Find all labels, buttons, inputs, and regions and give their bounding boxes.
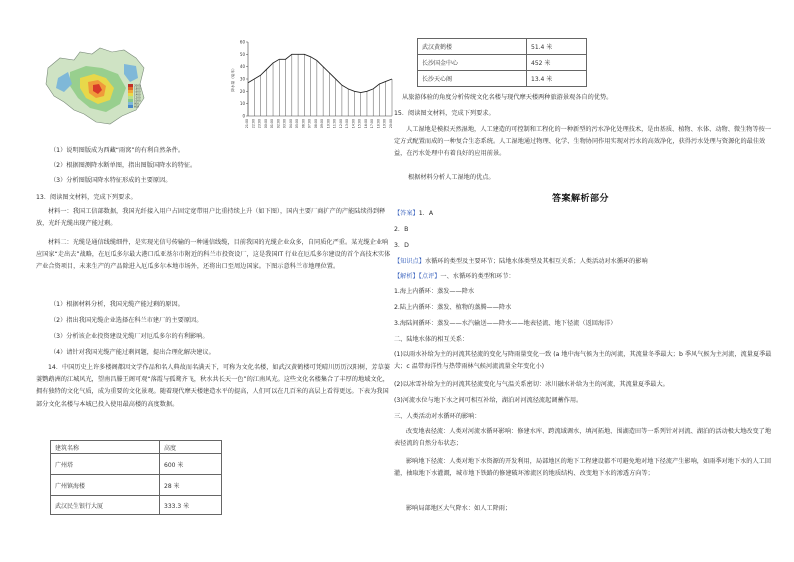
right-column: [394, 0, 776, 562]
answer-line-1: [394, 210, 433, 218]
analysis-line-1: 1.海上内循环：蒸发——降水: [394, 288, 475, 295]
legend-label: 600: [134, 105, 139, 109]
analysis-line-9: 改变地表径流：人类对河流水循环影响：修建水库、跨流域调水，填河拓地、围湖造田等一系列针对河流、湖泊的活动极大地改变了地表径流的自然分布状态；: [394, 428, 772, 448]
question-13-material-1: 材料一：我国工信部数据，我国光纤接入用户占固定宽带用户比重持续上升（如下图），国内主要厂商扩产的产能陆续得到释放，光纤光缆出现产能过剩。: [36, 208, 386, 228]
knowledge-point: [394, 258, 648, 266]
legend-label: 2000: [134, 84, 141, 88]
table-row: [51, 496, 222, 515]
x-tick-label: 10:00: [326, 119, 331, 129]
legend-label: 1400: [134, 93, 141, 97]
analysis-line-2: 2.陆上内循环：蒸发、植物的蒸腾——降水: [394, 304, 512, 311]
legend-label: 1200: [134, 96, 141, 100]
y-tick-label: 50: [239, 51, 245, 57]
x-tick-label: 14:00: [351, 119, 356, 129]
question-14-sub: 从旅游体验的角度分析传统文化名楼与现代摩天楼两种旅游景观各自的优势。: [402, 94, 613, 101]
legend-label: 1800: [134, 87, 141, 91]
x-tick-label: 20:00: [389, 119, 393, 129]
x-tick-label: 11:00: [332, 119, 337, 129]
analysis-line-5: (1)以雨水补给为主的河流其径流的变化与降雨量变化一致 (a 地中海气候为主的河流，其流量冬季最大；b 季风气候为主河流，流量夏季最大；c 温带海洋性与热带雨林气候河流流量全年变化小): [394, 351, 772, 371]
question-15-heading: 15．阅读图文材料，完成下列要求。: [394, 110, 495, 117]
table-row: [51, 441, 222, 454]
analysis-line-4: 二、陆地水体的相互关系：: [394, 336, 469, 343]
table-cell: 武汉民生银行大厦: [51, 496, 160, 515]
height-table-left: [50, 440, 222, 515]
table-cell: 28 米: [160, 475, 222, 496]
analysis-line-6: (2)以冰雪补给为主的河流其径流变化与气温关系密切：冰川融水补给为主的河流，其流量夏季最大。: [394, 381, 669, 388]
question-13-3: （3）分析该企业投资建设光缆厂对厄瓜多尔的有利影响。: [50, 333, 209, 340]
knowledge-tag: 【知识点】: [394, 258, 425, 265]
table-cell: 广州塔: [51, 454, 160, 475]
precipitation-chart: [222, 38, 397, 134]
x-tick-label: 00:00: [263, 119, 268, 129]
question-13-heading: 13．阅读图文材料，完成下列要求。: [36, 194, 137, 201]
question-13-4: （4）请针对我国光缆产能过剩问题，提出合理化解决建议。: [50, 349, 215, 356]
x-tick-label: 09:00: [320, 119, 325, 129]
question-13-1: （1）根据材料分析，我国光缆产能过剩的原因。: [50, 301, 184, 308]
table-cell: 333.3 米: [160, 496, 222, 515]
question-15-text: 人工湿地是模拟天然湿地，人工建造的可控制和工程化的一种新型的污水净化处理技术，是由基质、植物、水体、动物、微生物等按一定方式配置而成的一种复合生态系统。人工湿地通过物理、化学、生物协同作用实现对污水的高效净化，获得污水处理与资源化的最佳效益，在污水处理中有着良好的应用前景。: [394, 126, 772, 158]
x-tick-label: 22:00: [251, 119, 256, 129]
legend-label: 800: [134, 102, 139, 106]
x-tick-label: 06:00: [301, 119, 306, 129]
answer-value: 1．A: [418, 210, 434, 217]
x-tick-label: 05:00: [295, 119, 300, 129]
analysis-heading: 一、水循环的类型和环节：: [440, 273, 515, 280]
legend-label: 1600: [134, 90, 141, 94]
table-header-cell: 高度: [160, 441, 222, 454]
legend-label: 1000: [134, 99, 141, 103]
analysis-tag: 【解析】: [394, 273, 419, 280]
y-tick-label: 10: [239, 101, 245, 107]
x-tick-label: 08:00: [313, 119, 318, 129]
table-cell: 13.4 米: [527, 71, 587, 87]
table-cell: 武汉黄鹤楼: [418, 39, 527, 55]
x-tick-label: 02:00: [276, 119, 281, 129]
x-tick-label: 01:00: [270, 119, 275, 129]
x-tick-label: 21:00: [245, 119, 249, 129]
table-row: [51, 454, 222, 475]
left-column: [34, 0, 394, 562]
x-tick-label: 18:00: [376, 119, 381, 129]
x-tick-label: 04:00: [288, 119, 293, 129]
answer-line-3: 3．D: [394, 242, 409, 249]
question-14-text: 14．中国历史上许多楼阁都因文学作品和名人典故而名满天下，可称为文化名楼，如武汉黄鹤楼可凭晴川历历汉阳树，芳草萋萋鹦鹉洲的江城风光，望南昌滕王阁可观“落霞与孤鹜齐飞，秋水共长天一色”的江南风光。这些文化名楼集合了丰厚的地域文化，拥有独特的文化气质，成为重要的文化景观。随着现代摩天楼建造水平的提高，人们可以在几百米的高层上看得更远。下表为我国部分文化名楼与本城已投入使用最高楼的高度数据。: [36, 364, 390, 408]
answer-line-2: 2．B: [394, 226, 409, 233]
question-13-2: （2）指出我国光缆企业选择在科兰市建厂的主要原因。: [50, 317, 203, 324]
answer-section-title: 答案解析部分: [552, 194, 610, 204]
x-tick-label: 13:00: [345, 119, 350, 129]
analysis-line-11: 影响局部地区大气降水：如人工降雨；: [406, 505, 512, 512]
table-cell: 452 米: [527, 55, 587, 71]
comment-tag: 【点评】: [418, 273, 441, 280]
answer-tag: 【答案】: [394, 210, 419, 217]
table-row: [418, 55, 587, 71]
x-tick-label: 12:00: [338, 119, 343, 129]
table-cell: 长沙天心阁: [418, 71, 527, 87]
question-13-material-2: 材料二：光缆是通信线缆细件，是实现光信号传输的一种通信线缆，目前我国的光缆企业众多，自同质化严重。某光缆企业响应国家“走出去”战略，在厄瓜多尔最大港口瓜亚基尔市附近的科兰市投资设厂，这是我国IT 行业在厄瓜多尔建设的首个高技术实体产业合资项目，未来生产的产品除进入厄瓜多尔本地市场外，还将出口至周边国家。下图示意科兰市地理位置。: [36, 239, 391, 271]
table-cell: 51.4 米: [527, 39, 587, 55]
height-table-right: [417, 38, 587, 87]
precipitation-map: [40, 38, 150, 128]
table-row: [51, 475, 222, 496]
y-tick-label: 20: [239, 88, 245, 94]
analysis-line-10: 影响地下径流：人类对地下水资源的开发利用，局部地区的地下工程建设都不可避免地对地下径流产生影响，如雨季对地下水的人工回灌，抽取地下水灌溉，城市地下铁路的修建破坏渗流区的地质结构、改变地下水的渗透方向等；: [394, 458, 772, 478]
x-tick-label: 15:00: [357, 119, 362, 129]
x-tick-label: 23:00: [257, 119, 262, 129]
question-12-2: （2）根据图测降水断单图，指出图版国降水的特征。: [50, 162, 197, 169]
question-12-1: （1）说明图版成为西藏“雨窝”的有利自然条件。: [50, 147, 185, 154]
question-15-ask: 根据材料分析人工湿地的优点。: [408, 174, 495, 181]
table-cell: 600 米: [160, 454, 222, 475]
x-tick-label: 07:00: [307, 119, 312, 129]
analysis-line: [394, 273, 515, 281]
x-tick-label: 16:00: [363, 119, 368, 129]
table-cell: 长沙国金中心: [418, 55, 527, 71]
table-row: [418, 39, 587, 55]
y-tick-label: 40: [239, 64, 245, 70]
table-cell: 广州镇海楼: [51, 475, 160, 496]
knowledge-text: 水循环的类型及主要环节；陆地水体类型及其相互关系；人类活动对水循环的影响: [424, 258, 648, 265]
table-header-cell: 建筑名称: [51, 441, 160, 454]
table-row: [418, 71, 587, 87]
analysis-line-3: 3.海陆间循环：蒸发——水汽输送——降水——地表径流、地下径流（返回海洋）: [394, 320, 617, 327]
series-line: [248, 54, 392, 92]
y-tick-label: 0: [242, 113, 245, 119]
x-tick-label: 17:00: [370, 119, 375, 129]
question-12-3: （3）分析图版国降水特征形成的主要原因。: [50, 177, 172, 184]
y-tick-label: 30: [239, 76, 245, 82]
analysis-line-8: 三、人类活动对水循环的影响：: [394, 413, 481, 420]
y-axis-label: 降水量（毫米）: [231, 66, 235, 92]
x-tick-label: 19:00: [382, 119, 387, 129]
y-tick-label: 60: [239, 39, 245, 45]
analysis-line-7: (3)河流水位与地下水之间可相互补给，湖泊对河流径流起调蓄作用。: [394, 397, 583, 404]
x-tick-label: 03:00: [282, 119, 287, 129]
